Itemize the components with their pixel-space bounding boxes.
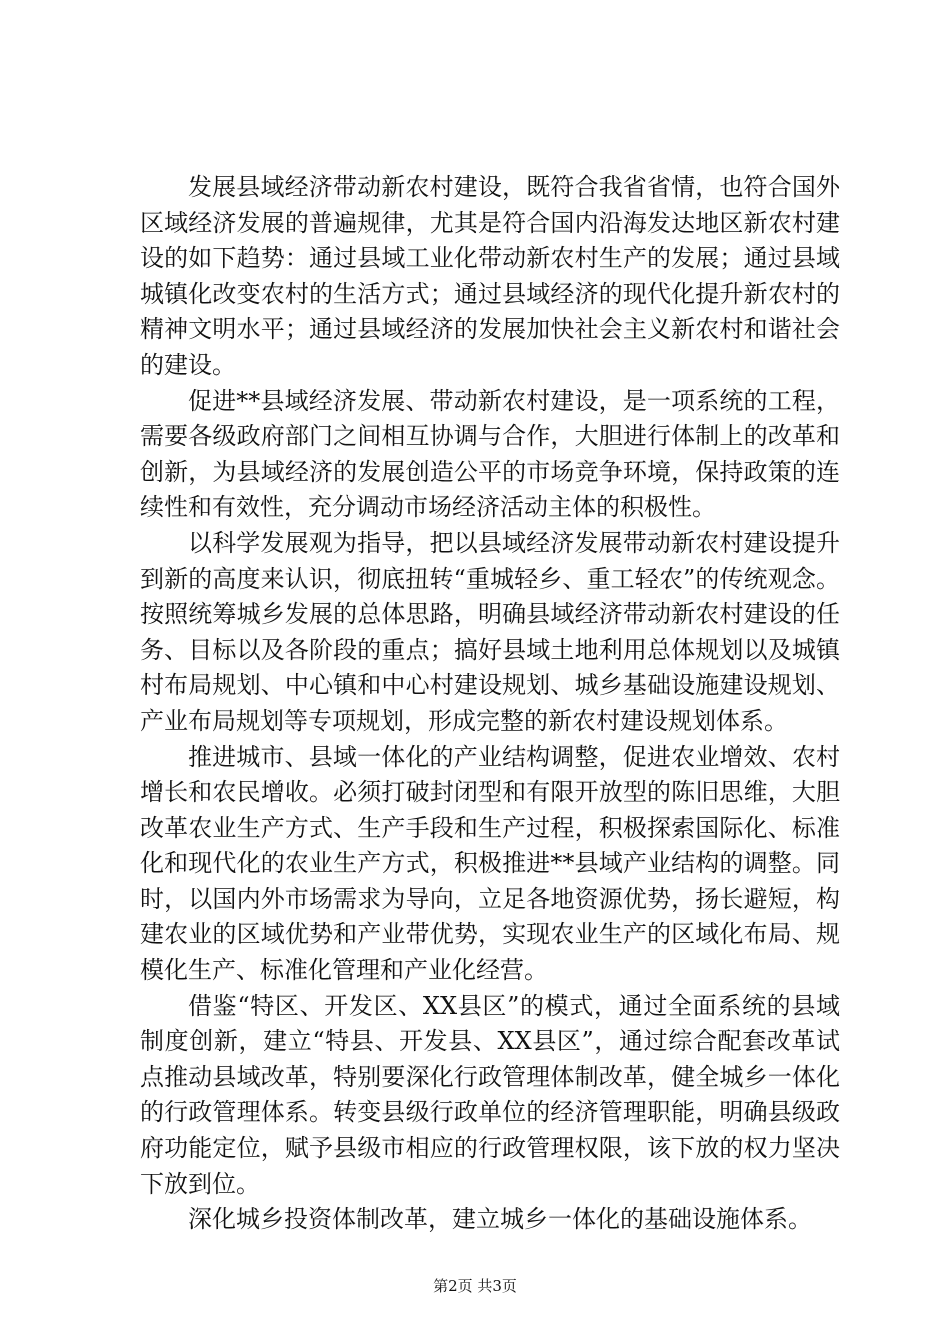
paragraph: 深化城乡投资体制改革，建立城乡一体化的基础设施体系。 <box>188 1205 812 1234</box>
paragraph: 借鉴“特区、开发区、XX县区”的模式，通过全面系统的县域制度创新，建立“特县、开发县、XX县区”，通过综合配套改革试点推动县域改革，特别要深化行政管理体制改革，健全城乡一体化的行政管理体系。转变县级行政单位的经济管理职能，明确县级政府功能定位，赋予县级市相应的行政管理权限，该下放的权力坚决下放到位。 <box>140 991 840 1198</box>
paragraph: 推进城市、县域一体化的产业结构调整，促进农业增效、农村增长和农民增收。必须打破封闭型和有限开放型的陈旧思维，大胆改革农业生产方式、生产手段和生产过程，积极探索国际化、标准化和现代化的农业生产方式，积极推进**县域产业结构的调整。同时，以国内外市场需求为导向，立足各地资源优势，扬长避短，构建农业的区域优势和产业带优势，实现农业生产的区域化布局、规模化生产、标准化管理和产业化经营。 <box>140 742 840 985</box>
paragraph: 以科学发展观为指导，把以县域经济发展带动新农村建设提升到新的高度来认识，彻底扭转“重城轻乡、重工轻农”的传统观念。按照统筹城乡发展的总体思路，明确县域经济带动新农村建设的任务、目标以及各阶段的重点；搞好县域土地利用总体规划以及城镇村布局规划、中心镇和中心村建设规划、城乡基础设施建设规划、产业布局规划等专项规划，形成完整的新农村建设规划体系。 <box>140 528 840 735</box>
page-number-footer: 第2页 共3页 <box>433 1277 517 1295</box>
paragraph: 促进**县域经济发展、带动新农村建设，是一项系统的工程，需要各级政府部门之间相互协调与合作，大胆进行体制上的改革和创新，为县域经济的发展创造公平的市场竞争环境，保持政策的连续性和有效性，充分调动市场经济活动主体的积极性。 <box>140 386 840 522</box>
paragraph: 发展县域经济带动新农村建设，既符合我省省情，也符合国外区域经济发展的普遍规律，尤其是符合国内沿海发达地区新农村建设的如下趋势：通过县域工业化带动新农村生产的发展；通过县域城镇化改变农村的生活方式；通过县域经济的现代化提升新农村的精神文明水平；通过县域经济的发展加快社会主义新农村和谐社会的建设。 <box>140 173 840 379</box>
document-body <box>140 170 840 1238</box>
